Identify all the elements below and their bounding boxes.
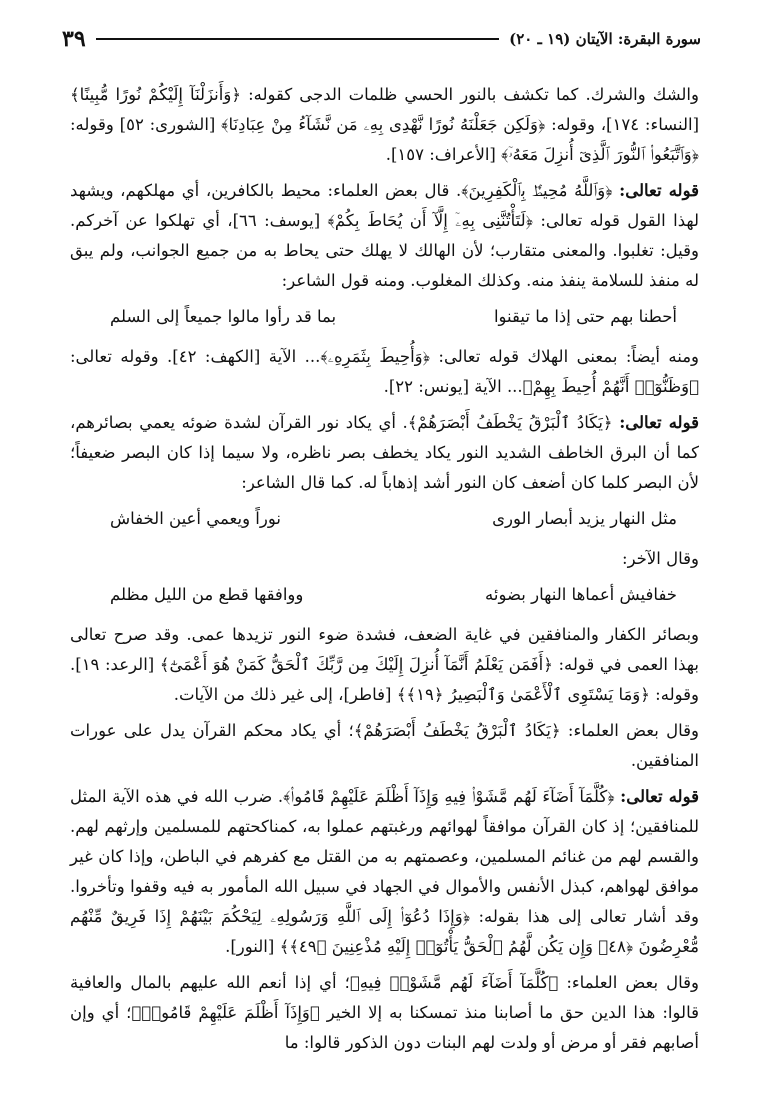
paragraph-1	[70, 80, 699, 170]
surah-title: سورة البقرة: الآيتان (١٩ ـ ٢٠)	[509, 30, 701, 48]
paragraph-text: وقال بعض العلماء: ﴿كُلَّمَآ أَضَآءَ لَهُم مَّشَوْا۟ فِيهِ﴾؛ أي إذا أنعم الله عليهم بالمال والعافية قالوا: هذا الدين حق ما أصابنا منذ تمسكنا به إلا الخير ﴿وَإِذَآ أَظْلَمَ عَلَيْهِمْ قَامُوا۟﴾؛ أي وإن أصابهم فقر أو مرض أو ولدت لهم البنات دون الذكور قالوا: ما	[70, 973, 699, 1052]
page-number: ٣٩	[62, 26, 86, 52]
paragraph-6	[70, 716, 699, 776]
verse-first-hemistich: أحطنا بهم حتى إذا ما تيقنوا	[493, 307, 677, 326]
paragraph-text: ﴿وَٱللَّهُ مُحِيطٌۢ بِٱلْكَفِرِينَ﴾. قال بعض العلماء: محيط بالكافرين، أي مهلكهم، ويشهد لهذا القول قوله تعالى: ﴿لَتَأْتُنَّنِى بِهِۦٓ إِلَّآ أَن يُحَاطَ بِكُمْ﴾ [يوسف: ٦٦]، أي تهلكوا عن آخركم. وقيل: تغلبوا. والمعنى متقارب؛ لأن الهالك لا يهلك حتى يحاط به من جميع الجوانب، ولم يبق له منفذ للسلامة ينفذ منه. وكذلك المغلوب. ومنه قول الشاعر:	[70, 181, 699, 290]
paragraph-text: وبصائر الكفار والمنافقين في غاية الضعف، فشدة ضوء النور تزيدها عمى. وقد صرح تعالى بهذا العمى في قوله: ﴿أَفَمَن يَعْلَمُ أَنَّمَآ أُنزِلَ إِلَيْكَ مِن رَّبِّكَ ٱلْحَقُّ كَمَنْ هُوَ أَعْمَىٰٓ﴾ [الرعد: ١٩]. وقوله: ﴿وَمَا يَسْتَوِى ٱلْأَعْمَىٰ وَٱلْبَصِيرُ ﴿١٩﴾﴾ [فاطر]، إلى غير ذلك من الآيات.	[70, 625, 699, 704]
verse-second-hemistich: نوراً ويعمي أعين الخفاش	[110, 509, 281, 528]
page-header	[62, 22, 701, 56]
paragraph-5	[70, 620, 699, 710]
poetry-verse-1	[70, 302, 699, 332]
verse-second-hemistich: ووافقها قطع من الليل مظلم	[110, 585, 304, 604]
poetry-verse-2	[70, 504, 699, 534]
paragraph-4	[70, 408, 699, 498]
poetry-verse-3	[70, 580, 699, 610]
paragraph-3	[70, 342, 699, 402]
paragraph-lead: قوله تعالى:	[620, 787, 699, 806]
paragraph-text: والشك والشرك. كما تكشف بالنور الحسي ظلمات الدجى كقوله: ﴿وَأَنزَلْنَآ إِلَيْكُمْ نُورًا مُّبِينًا﴾ [النساء: ١٧٤]، وقوله: ﴿وَلَكِن جَعَلْنَهُ نُورًا نَّهْدِى بِهِۦ مَن نَّشَآءُ مِنْ عِبَادِنَا﴾ [الشورى: ٥٢] وقوله: ﴿وَٱتَّبَعُوا۟ ٱلنُّورَ ٱلَّذِىٓ أُنزِلَ مَعَهُۥٓ﴾ [الأعراف: ١٥٧].	[70, 85, 700, 164]
other-poet-label: وقال الآخر:	[622, 549, 699, 568]
paragraph-8	[70, 968, 699, 1058]
paragraph-lead: قوله تعالى:	[619, 181, 699, 200]
paragraph-text: وقال بعض العلماء: ﴿يَكَادُ ٱلْبَرْقُ يَخْطَفُ أَبْصَرَهُمْ﴾؛ أي يكاد محكم القرآن يدل على عورات المنافقين.	[70, 721, 699, 770]
paragraph-text: ومنه أيضاً: بمعنى الهلاك قوله تعالى: ﴿وَأُحِيطَ بِثَمَرِهِۦ﴾... الآية [الكهف: ٤٢]. وقوله تعالى: ﴿وَظَنُّوٓا۟ أَنَّهُمْ أُحِيطَ بِهِمْ﴾... الآية [يونس: ٢٢].	[70, 347, 700, 396]
paragraph-text: ﴿يَكَادُ ٱلْبَرْقُ يَخْطَفُ أَبْصَرَهُمْ﴾. أي يكاد نور القرآن لشدة ضوئه يعمي بصائرهم، كما أن البرق الخاطف الشديد النور يكاد يخطف بصر ناظره، ولا سيما إذا كان البصر ضعيفاً؛ لأن البصر كلما كان أضعف كان النور أشد إذهاباً له. كما قال الشاعر:	[70, 413, 699, 492]
header-rule	[96, 38, 499, 40]
page-body	[70, 80, 699, 1064]
paragraph-text: ﴿كُلَّمَآ أَضَآءَ لَهُم مَّشَوْا۟ فِيهِ وَإِذَآ أَظْلَمَ عَلَيْهِمْ قَامُوا۟﴾. ضرب الله في هذه الآية المثل للمنافقين؛ إذ كان القرآن موافقاً لهوائهم ورغبتهم عملوا به، كمناكحتهم للمسلمين وإرثهم لهم. والقسم لهم من غنائم المسلمين، وعصمتهم به من القتل مع كفرهم في الباطن، وإذا كان غير موافق لهواهم، كبذل الأنفس والأموال في الجهاد في سبيل الله المأمور به فيه وقفوا وتأخروا. وقد أشار تعالى إلى هذا بقوله: ﴿وَإِذَا دُعُوٓا۟ إِلَى ٱللَّهِ وَرَسُولِهِۦ لِيَحْكُمَ بَيْنَهُمْ إِذَا فَرِيقٌ مِّنْهُم مُّعْرِضُونَ ﴿٤٨﴾ وَإِن يَكُن لَّهُمُ ٱلْحَقُّ يَأْتُوٓا۟ إِلَيْهِ مُذْعِنِينَ ﴿٤٩﴾﴾ [النور].	[70, 787, 699, 956]
verse-first-hemistich: خفافيش أعماها النهار بضوئه	[485, 585, 677, 604]
verse-first-hemistich: مثل النهار يزيد أبصار الورى	[492, 509, 677, 528]
paragraph-2	[70, 176, 699, 296]
paragraph-lead: قوله تعالى:	[619, 413, 699, 432]
paragraph-7	[70, 782, 699, 962]
verse-second-hemistich: بما قد رأوا مالوا جميعاً إلى السلم	[110, 307, 337, 326]
